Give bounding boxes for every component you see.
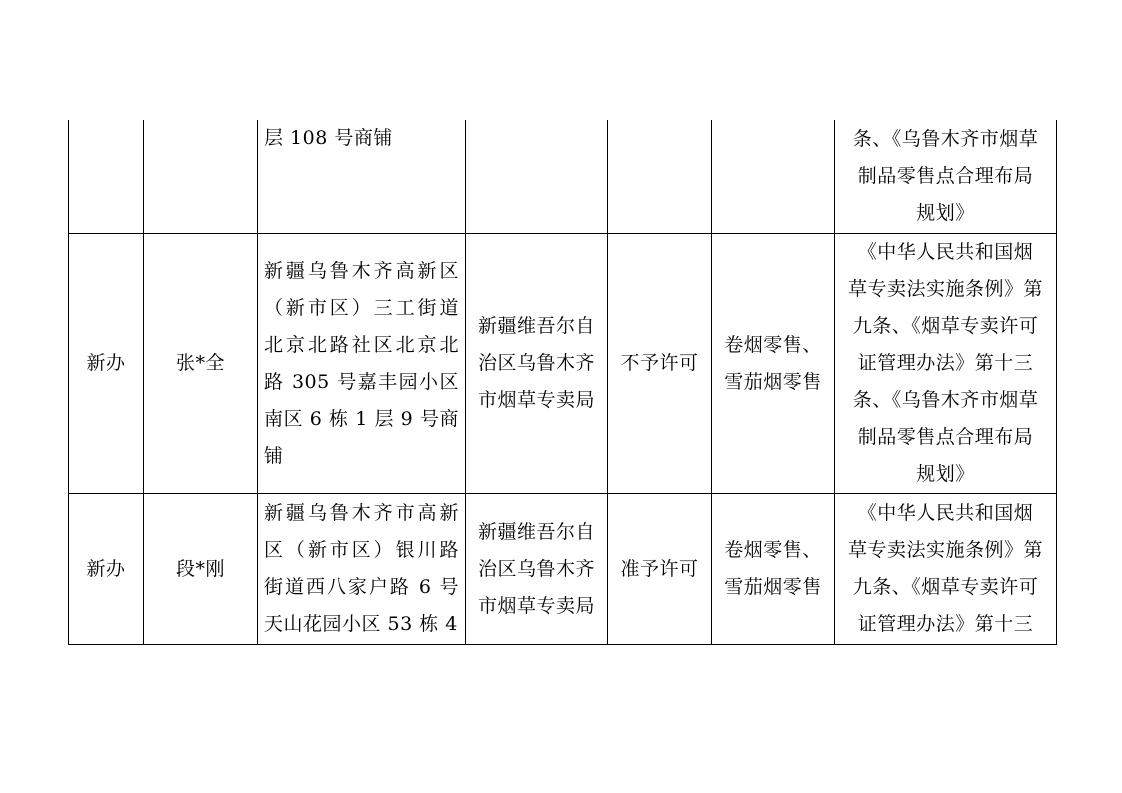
legal-basis-cell-line: 草专卖法实施条例》第 (847, 278, 1043, 300)
decision-cell (608, 120, 712, 234)
address-cell-line: 新疆乌鲁木齐市高新 (264, 502, 459, 524)
address-cell-line: 铺 (264, 444, 284, 467)
authority-cell-line: 市烟草专卖局 (477, 594, 595, 617)
application-type-cell-text: 新办 (86, 352, 126, 374)
address-cell-line: 新疆乌鲁木齐高新区 (264, 259, 459, 282)
applicant-cell-text: 段*刚 (175, 557, 225, 580)
legal-basis-cell (835, 120, 1057, 234)
authority-cell-line: 治区乌鲁木齐 (477, 352, 595, 374)
legal-basis-cell-line: 九条、《烟草专卖许可 (852, 576, 1039, 598)
applicant-cell (144, 234, 258, 494)
authority-cell-line: 新疆维吾尔自 (477, 315, 595, 337)
scope-cell-line: 雪茄烟零售 (724, 370, 822, 393)
application-type-cell-text: 新办 (86, 557, 126, 580)
address-cell-line: 路 305 号嘉丰园小区 (264, 370, 459, 393)
application-type-cell (69, 234, 144, 494)
authority-cell-line: 治区乌鲁木齐 (477, 557, 595, 580)
scope-cell (712, 234, 835, 494)
authority-cell (466, 494, 608, 645)
address-cell (258, 120, 466, 234)
address-cell-line: 天山花园小区 53 栋 4 (264, 613, 458, 635)
applicant-cell-text: 张*全 (175, 352, 225, 374)
application-type-cell (69, 120, 144, 234)
legal-basis-cell-line: 《中华人民共和国烟 (857, 241, 1034, 263)
decision-cell-text: 不予许可 (620, 352, 699, 374)
address-cell-line: 区（新市区）银川路 (264, 539, 459, 561)
authority-cell-line: 新疆维吾尔自 (477, 520, 595, 543)
legal-basis-cell-line: 九条、《烟草专卖许可 (852, 315, 1039, 337)
authority-cell (466, 234, 608, 494)
legal-basis-cell-line: 条、《乌鲁木齐市烟草 (852, 128, 1039, 150)
legal-basis-cell-line: 条、《乌鲁木齐市烟草 (852, 389, 1039, 411)
legal-basis-cell (835, 234, 1057, 494)
address-cell-line: 街道西八家户路 6 号 (264, 576, 459, 598)
scope-cell-line: 卷烟零售、 (724, 539, 822, 561)
address-cell (258, 494, 466, 645)
legal-basis-cell-line: 规划》 (916, 202, 975, 224)
legal-basis-cell-line: 《中华人民共和国烟 (857, 502, 1034, 524)
legal-basis-cell-line: 规划》 (916, 463, 975, 485)
legal-basis-cell-line: 证管理办法》第十三 (857, 613, 1034, 635)
decision-cell (608, 234, 712, 494)
scope-cell-line: 卷烟零售、 (724, 333, 822, 356)
address-cell (258, 234, 466, 494)
scope-cell-line: 雪茄烟零售 (724, 576, 822, 598)
applicant-cell (144, 494, 258, 645)
scope-cell (712, 120, 835, 234)
address-cell-line: 层 108 号商铺 (264, 127, 393, 149)
license-table (68, 120, 1057, 645)
legal-basis-cell-line: 制品零售点合理布局 (857, 426, 1034, 448)
authority-cell (466, 120, 608, 234)
legal-basis-cell-line: 证管理办法》第十三 (857, 352, 1034, 374)
address-cell-line: （新市区）三工街道 (264, 296, 459, 319)
authority-cell-line: 市烟草专卖局 (477, 389, 595, 411)
applicant-cell (144, 120, 258, 234)
application-type-cell (69, 494, 144, 645)
address-cell-line: 南区 6 栋 1 层 9 号商 (264, 407, 459, 430)
legal-basis-cell-line: 制品零售点合理布局 (857, 165, 1034, 187)
table-row (69, 120, 1057, 234)
address-cell-line: 北京北路社区北京北 (264, 333, 459, 356)
legal-basis-cell-line: 草专卖法实施条例》第 (847, 539, 1043, 561)
table-row (69, 234, 1057, 494)
legal-basis-cell (835, 494, 1057, 645)
scope-cell (712, 494, 835, 645)
table-row (69, 494, 1057, 645)
decision-cell (608, 494, 712, 645)
decision-cell-text: 准予许可 (620, 557, 699, 580)
